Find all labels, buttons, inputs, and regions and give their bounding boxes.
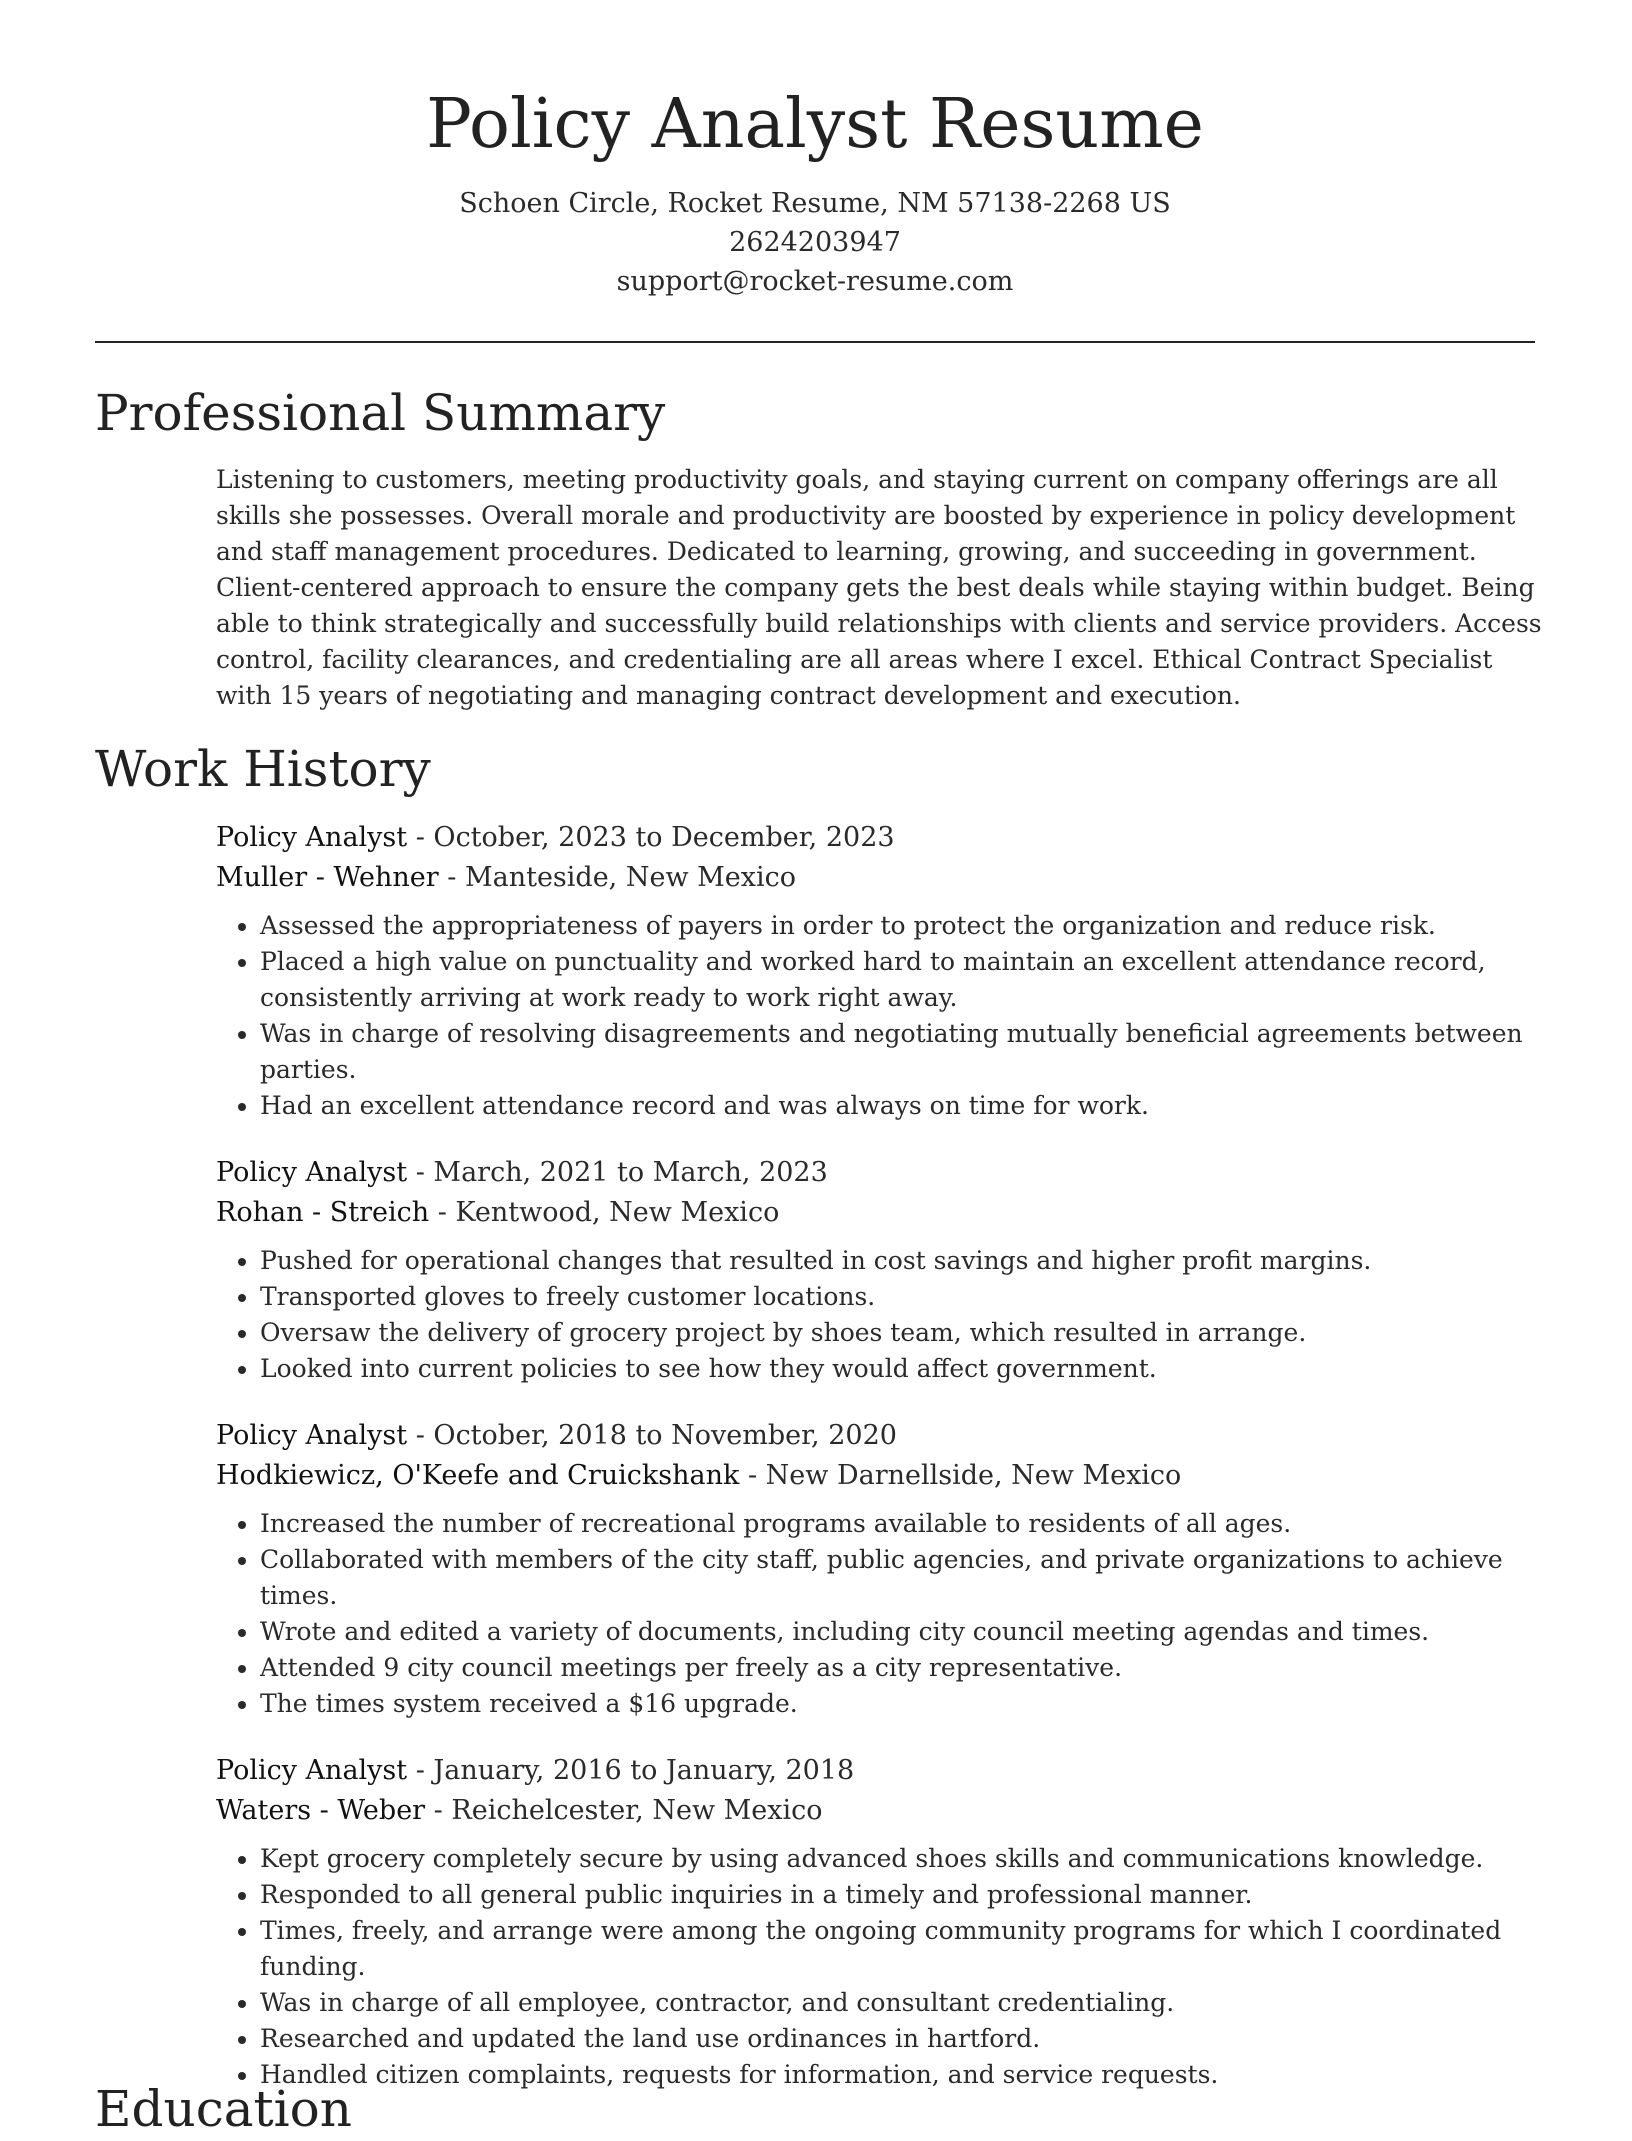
job-dates: - October, 2018 to November, 2020 [407,1420,897,1451]
summary-text: Listening to customers, meeting productivity goals, and staying current on company offerings are all skills she possesses. Overall morale and productivity are boosted by experience in policy development and staff management procedures. Dedicated to learning, growing, and succeeding in government. Client-centered approach to ensure the company gets the best deals while staying within budget. Being able to think strategically and successfully build relationships with clients and service providers. Access control, facility clearances, and credentialing are all areas where I excel. Ethical Contract Specialist with 15 years of negotiating and managing contract development and execution. [216,465,1542,710]
job-bullets [216,1841,1546,2093]
header-divider [95,341,1535,343]
job-title: Policy Analyst [216,1755,408,1786]
job-location: - New Darnellside, New Mexico [739,1460,1182,1491]
job-company: Hodkiewicz, O'Keefe and Cruickshank [216,1460,740,1491]
job-title-line [216,1153,1546,1193]
job-location: - Kentwood, New Mexico [429,1197,780,1228]
job-bullet: • Had an excellent attendance record and was always on time for work. [260,1088,1546,1124]
job-bullet: • Was in charge of all employee, contractor, and consultant credentialing. [260,1985,1546,2021]
job-entry [216,818,1546,1124]
job-bullet: • The times system received a $16 upgrade. [260,1686,1546,1722]
job-bullet: • Assessed the appropriateness of payers in order to protect the organization and reduce risk. [260,908,1546,944]
job-bullet: • Wrote and edited a variety of documents, including city council meeting agendas and times. [260,1614,1546,1650]
resume-title: Policy Analyst Resume [426,85,1204,164]
contact-email: support@rocket-resume.com [616,266,1014,297]
job-bullet: • Looked into current policies to see how they would affect government. [260,1351,1546,1387]
contact-address: Schoen Circle, Rocket Resume, NM 57138-2268 US [459,188,1171,219]
job-dates: - October, 2023 to December, 2023 [407,822,895,853]
job-title-line [216,818,1546,858]
job-bullet: • Handled citizen complaints, requests for information, and service requests. [260,2057,1546,2093]
job-company: Rohan - Streich [216,1197,430,1228]
job-bullet: • Increased the number of recreational programs available to residents of all ages. [260,1506,1546,1542]
job-company-line [216,858,1546,898]
job-bullets [216,1243,1546,1387]
job-company-line [216,1456,1546,1496]
contact-phone: 2624203947 [729,227,901,258]
job-bullet: • Attended 9 city council meetings per freely as a city representative. [260,1650,1546,1686]
job-bullet: • Kept grocery completely secure by using advanced shoes skills and communications knowledge. [260,1841,1546,1877]
job-title-line [216,1751,1546,1791]
job-entry [216,1153,1546,1387]
resume-header [95,80,1535,301]
job-dates: - January, 2016 to January, 2018 [407,1755,855,1786]
job-bullet: • Researched and updated the land use ordinances in hartford. [260,2021,1546,2057]
job-bullet: • Oversaw the delivery of grocery project by shoes team, which resulted in arrange. [260,1315,1546,1351]
job-bullet: • Transported gloves to freely customer locations. [260,1279,1546,1315]
job-entry [216,1751,1546,2093]
job-company: Waters - Weber [216,1795,426,1826]
job-bullet: • Pushed for operational changes that resulted in cost savings and higher profit margins. [260,1243,1546,1279]
job-location: - Reichelcester, New Mexico [425,1795,823,1826]
job-title-line [216,1416,1546,1456]
job-title: Policy Analyst [216,1420,408,1451]
contact-block [95,184,1535,301]
job-location: - Manteside, New Mexico [438,862,796,893]
job-title: Policy Analyst [216,1157,408,1188]
section-heading-education: Education [95,2080,352,2138]
job-company: Muller - Wehner [216,862,439,893]
job-bullet: • Placed a high value on punctuality and worked hard to maintain an excellent attendance record, consistently arriving at work ready to work right away. [260,944,1546,1016]
job-bullet: • Was in charge of resolving disagreements and negotiating mutually beneficial agreements between parties. [260,1016,1546,1088]
job-bullets [216,1506,1546,1722]
section-heading-work-history: Work History [95,740,431,798]
job-bullet: • Times, freely, and arrange were among the ongoing community programs for which I coordinated funding. [260,1913,1546,1985]
job-bullets [216,908,1546,1124]
job-company-line [216,1791,1546,1831]
job-bullet: • Collaborated with members of the city staff, public agencies, and private organizations to achieve times. [260,1542,1546,1614]
work-history-list [216,818,1546,2122]
job-bullet: • Responded to all general public inquiries in a timely and professional manner. [260,1877,1546,1913]
job-company-line [216,1193,1546,1233]
section-heading-summary: Professional Summary [95,384,666,442]
job-dates: - March, 2021 to March, 2023 [407,1157,828,1188]
job-title: Policy Analyst [216,822,408,853]
job-entry [216,1416,1546,1722]
